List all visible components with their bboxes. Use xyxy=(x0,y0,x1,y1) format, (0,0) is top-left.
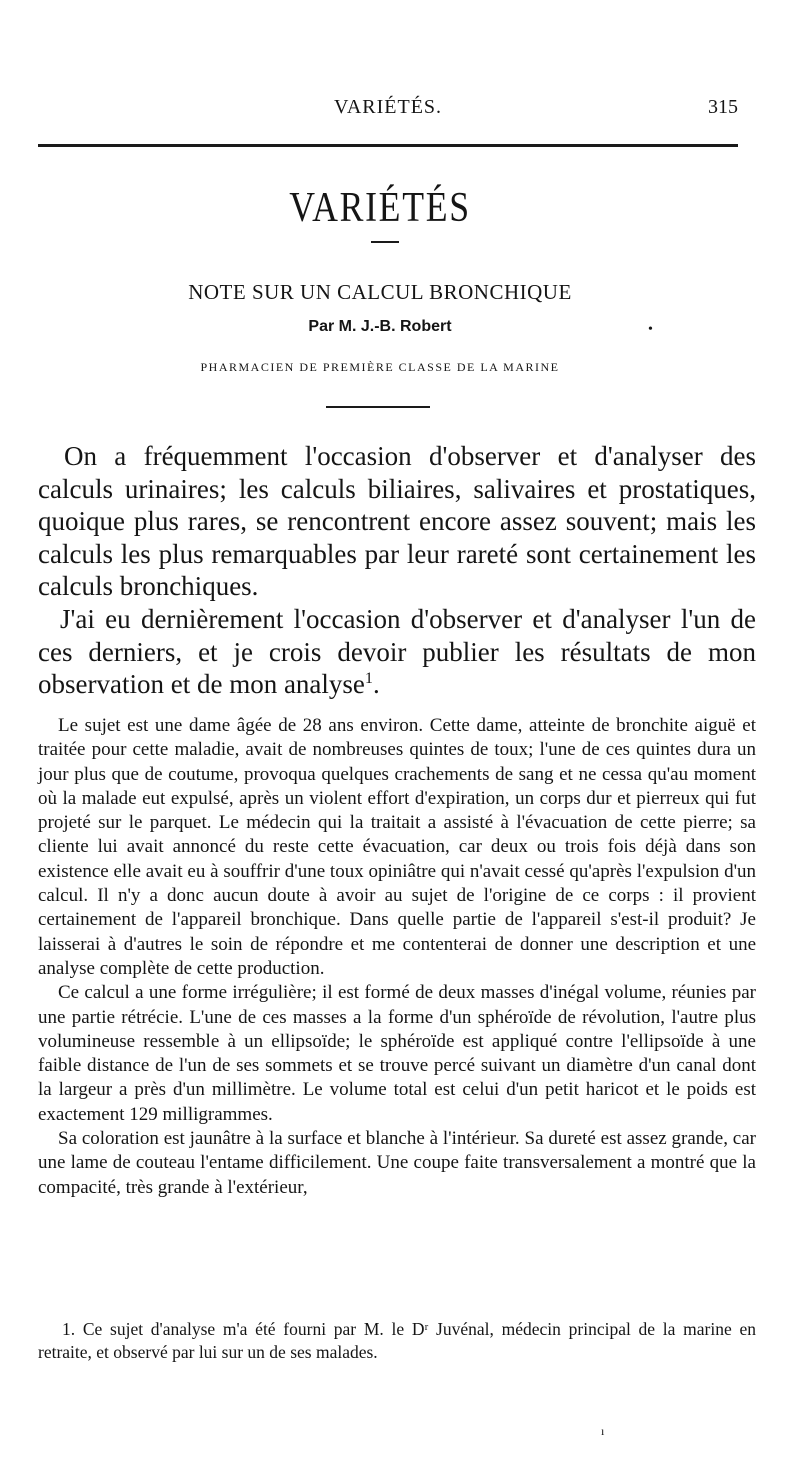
paragraph-2 xyxy=(38,603,756,701)
paragraph-2-text: J'ai eu dernièrement l'occasion d'observer et d'analyser l'un de ces derniers, et je crois devoir publier les résultats de mon observation et de mon analyse xyxy=(38,603,756,700)
header-rule xyxy=(38,144,738,147)
author-line: Par M. J.-B. Robert xyxy=(308,318,452,335)
footnote: 1. Ce sujet d'analyse m'a été fourni par M. le Dʳ Juvénal, médecin principal de la marine en retraite, et observé par lui sur un de ses malades. xyxy=(38,1319,756,1362)
running-head xyxy=(38,96,738,136)
article-title: NOTE SUR UN CALCUL BRONCHIQUE xyxy=(188,280,572,304)
author-title: PHARMACIEN DE PREMIÈRE CLASSE DE LA MARINE xyxy=(200,360,560,374)
case-text xyxy=(38,714,756,1200)
paragraph-1: On a fréquemment l'occasion d'observer et d'analyser des calculs urinaires; les calculs biliaires, salivaires et prostatiques, quoique plus rares, se rencontrent encore assez souvent; mais les calculs les plus remarquables par leur rareté sont certainement les calculs bronchiques. xyxy=(38,441,756,602)
bottom-mark: ı xyxy=(601,1424,605,1438)
title-divider xyxy=(326,406,430,408)
running-title: VARIÉTÉS. xyxy=(333,96,443,118)
section-title: VARIÉTÉS xyxy=(289,185,471,231)
page-number: 315 xyxy=(708,96,738,118)
paragraph-3: Le sujet est une dame âgée de 28 ans environ. Cette dame, atteinte de bronchite aiguë et traitée pour cette maladie, avait de nombreuses quintes de toux; l'une de ces quintes dura un jour plus que de coutume, provoqua quelques crachements de sang et ne cessa qu'au moment où la malade eut expulsé, après un violent effort d'expiration, un corps dur et pierreux qui fut projeté sur le parquet. Le médecin qui la traitait a assisté à l'évacuation de cette pierre; sa cliente lui avait annoncé du reste cette évacuation, car deux ou trois fois déjà dans son existence elle avait eu à souffrir d'une toux opiniâtre qui n'avait cessé qu'après l'expulsion d'un calcul. Il n'y a donc aucun doute à avoir au sujet de l'origine de ce corps : il provient certainement de l'appareil bronchique. Dans quelle partie de l'appareil s'est-il produit? Je laisserai à d'autres le soin de répondre et me contenterai de donner une description et une analyse complète de cette production. xyxy=(38,715,756,979)
paragraph-5: Sa coloration est jaunâtre à la surface et blanche à l'intérieur. Sa dureté est assez grande, car une lame de couteau l'entame difficilement. Une coupe faite transversalement a montré que la compacité, très grande à l'extérieur, xyxy=(38,1128,756,1198)
paragraph-2-end: . xyxy=(373,669,380,700)
stray-mark: • xyxy=(648,322,653,337)
intro-text xyxy=(38,440,756,701)
paragraph-4: Ce calcul a une forme irrégulière; il est formé de deux masses d'inégal volume, réunies par une partie rétrécie. L'une de ces masses a la forme d'un sphéroïde de révolution, l'autre plus volumineuse ressemble à un ellipsoïde; le sphéroïde est appliqué contre l'ellipsoïde à une faible distance de l'un de ses sommets et se trouve percé suivant un diamètre d'un canal dont la largeur a près d'un millimètre. Le volume total est celui d'un petit haricot et le poids est exactement 129 milligrammes. xyxy=(38,982,756,1125)
section-divider xyxy=(371,241,399,243)
footnote-ref[interactable]: 1 xyxy=(364,669,373,688)
